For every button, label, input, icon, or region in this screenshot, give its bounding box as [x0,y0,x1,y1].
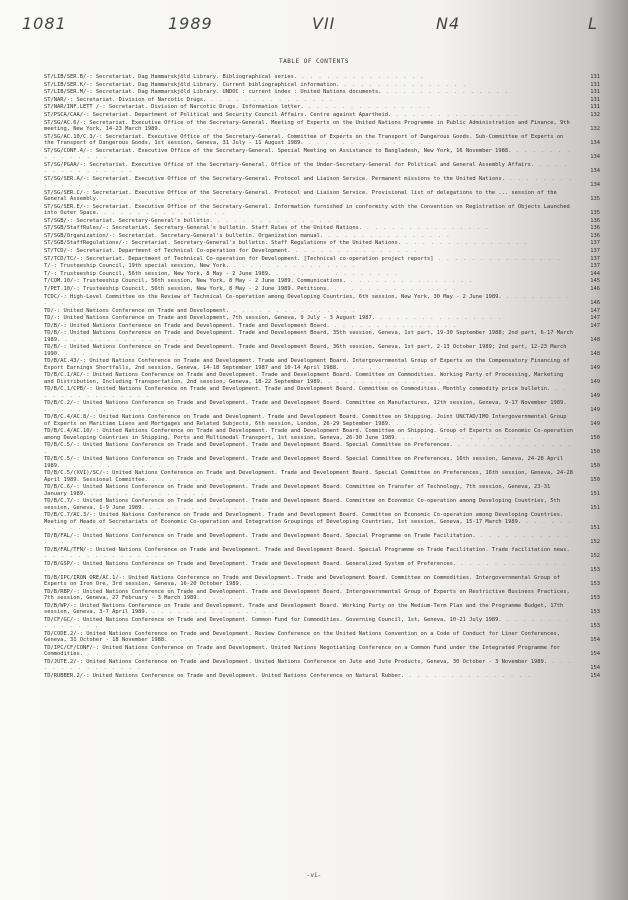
leader-dots: . . . . . . . . . . . . . . . [44,518,573,532]
leader-dots: . . . . . . . . . . . . . . . [329,322,457,329]
leader-dots: . . . . . . . . . . . . . . . [339,81,467,88]
leader-dots: . . . . . . . . . . . . . . . [44,442,572,455]
leader-dots: . . . . . . . . . . . . . . . [323,232,451,239]
entry-title: ST/SG/AC.10/C.3/-: Secretariat. Executive Office of the Secretary-General. Committee of Experts on the Transport of Dangerous Goods. Sub-Committee of Experts on the Transport of Dangerous Goods, 1st session, Geneva, 31 July - 11 August 1989. [44,133,564,146]
entry-page-number: 137 [590,240,600,247]
leader-dots: . . . . . . . . . . . . . . . [160,125,289,132]
entry-page-number: 149 [590,406,600,413]
entry-page-number: 149 [590,378,600,385]
entry-page-number: 136 [590,225,600,232]
contents-entry [44,82,604,88]
entry-title: T/-: Trusteeship Council, 19th special session, New York. [44,263,229,270]
entry-title: TD/CF/GC/-: United Nations Conference on Trade and Development. Common Fund for Commodities. Governing Council, 1st, Geneva, 10-21 July 1989. [44,616,502,623]
entry-title: ST/PSCA/CAA/-: Secretariat. Department of Political and Security Council Affairs. Centre against Apartheid. [44,111,392,118]
entry-page-number: 150 [590,434,600,441]
leader-dots: . . . . . . . . . . . . . . . [44,560,567,574]
contents-entry [44,428,604,441]
contents-entry [44,225,604,231]
entry-page-number: 135 [590,195,600,202]
entry-page-number: 131 [590,96,600,103]
leader-dots: . . . . . . . . . . . . . . . [290,247,419,254]
contents-entry [44,308,604,314]
entry-title: TD/B/C.4/AC.10/-: United Nations Conference on Trade and Development. Trade and Development Board. Committee on Shipping. Group of Experts on Economic Co-operation among Developing Countries in Shipping, Ports and Multimodal Transport, 1st session, Geneva, 26-30 June 1989. [44,428,574,441]
entry-title: TD/B/C.7/-: United Nations Conference on Trade and Development. Trade and Development Board. Committee on Economic Co-operation among Developing Countries, 5th session, Geneva, 1-9 June 1989. [44,498,561,511]
entry-title: TD/RUBBER.2/-: United Nations Conference on Trade and Development. United Nations Conference on Natural Rubber. [44,672,405,679]
contents-entry [44,372,604,385]
entry-title: TD/B/IPC/IRON ORE/AC.1/-: United Nations Conference on Trade and Development. Trade and Development Board. Committee on Commodities. Intergovernmental Group of Experts on Iron Ore, 3rd session, Geneva, 16-20 October 1989. [44,574,561,588]
entry-title: TD/-: United Nations Conference on Trade and Development. [44,307,229,314]
entry-page-number: 147 [590,307,600,314]
leader-dots: . . . . . . . . . . . . . . . [375,315,503,322]
entry-page-number: 134 [590,139,600,146]
entry-page-number: 151 [590,490,600,497]
leader-dots: . . . . . . . . . . . . . . . [44,406,168,413]
leader-dots: . . . . . . . . . . . . . . . [433,255,561,262]
entry-page-number: 137 [590,255,600,262]
entry-page-number: 132 [590,111,600,118]
contents-entry [44,645,604,658]
contents-entry [44,673,604,679]
entry-page-number: 154 [590,651,600,658]
leader-dots: . . . . . . . . . . . . . . . [303,139,432,146]
leader-dots: . . . . . . . . . . . . . . . [44,175,573,188]
contents-entry [44,344,604,357]
contents-entry [44,134,604,147]
entry-page-number: 134 [590,181,600,188]
leader-dots: . . . . . . . . . . . . . . . [391,420,519,427]
contents-entry [44,112,604,118]
entry-page-number: 153 [590,581,600,588]
entry-page-number: 137 [590,247,600,254]
contents-entry [44,456,604,469]
entry-title: TD/B/C.7/AC.3/-: United Nations Conference on Trade and Development. Trade and Development Board. Committee on Economic Co-operation among Developing Countries. Meeting of Heads of Secretariats of Economic Co-operation and Integration Groupings of Developing Countries, 1st session, Geneva, 15-17 March 1989. [44,512,564,525]
entry-title: T/-: Trusteeship Council, 56th session, New York, 8 May - 2 June 1989. [44,270,272,277]
contents-entry [44,176,604,189]
entry-title: ST/SG/PGAA/-: Secretariat. Executive Office of the Secretary-General. Office of the Under-Secretary-General for Political and General Assembly Affairs. [44,161,535,168]
contents-entry [44,248,604,254]
entry-title: ST/LIB/SER.M/-: Secretariat. Dag Hammarskjöld Library. UNDOC : current index : United Nations documents. [44,89,382,96]
entry-title: TD/B/WP/-: United Nations Conference on Trade and Development. Trade and Development Board. Working Party on the Medium-Term Plan and the Programme Budget, 17th session, Geneva, 3-7 April 1989. [44,602,564,616]
entry-title: TD/B/-: United Nations Conference on Trade and Development. Trade and Development Board, 36th session, Geneva, 1st part, 2-13 October 1989; 2nd part, 12-23 March 1990. [44,344,567,357]
leader-dots: . . . . . . . . . . . . . . . [44,553,168,560]
entry-title: ST/LIB/SER.B/-: Secretariat. Dag Hammarskjöld Library. Bibliographical series. [44,74,298,80]
contents-entry [44,162,604,175]
entry-page-number: 150 [590,448,600,455]
entry-page-number: 148 [590,350,600,357]
leader-dots: . . . . . . . . . . . . . . . [44,293,570,306]
contents-entry [44,603,604,616]
entry-title: TD/B/RBP/-: United Nations Conference on Trade and Development. Trade and Development Board. Intergovernmental Group of Experts on Restrictive Business Practices, 7th session, Geneva, 27 February - 3 March 1989. [44,588,570,602]
contents-entry [44,547,604,560]
entry-title: ST/SGB/StaffRegulations/-: Secretariat. Secretary-General's bulletin. Staff Regulations of the United Nations. [44,240,401,247]
entry-title: ST/NAR/INF.LETT /-: Secretariat. Division of Narcotic Drugs. Information letter. [44,104,304,111]
leader-dots: . . . . . . . . . . . . . . . [297,74,425,80]
entry-title: ST/SGB/Organization/-: Secretariat. Secretary-General's bulletin. Organization manual. [44,232,324,239]
contents-entry [44,323,604,329]
entry-title: TD/B/C.5/(XVI)/SC/-: United Nations Conference on Trade and Development. Trade and Development Board. Special Committee on Preferences, 16th session, Geneva, 24-28 April 1989. Sessional Committee. [44,470,574,483]
entry-title: TD/B/AC.43/-: United Nations Conference on Trade and Development. Trade and Development Board. Intergovernmental Group of Experts on the Compensatory Financing of Export Earnings Shortfalls, 2nd session, Geneva, 14-18 September 1987 and 10-14 April 1988. [44,358,570,371]
entry-page-number: 149 [590,420,600,427]
contents-entry [44,278,604,284]
entry-title: TD/B/FAL/-: United Nations Conference on Trade and Development. Trade and Development Board. Special Programme on Trade Facilitation. [44,532,476,539]
contents-entry [44,498,604,511]
leader-dots: . . . . . . . . . . . . . . . [212,217,341,224]
contents-entry [44,617,604,630]
leader-dots: . . . . . . . . . . . . . . . [44,147,571,160]
leader-dots: . . . . . . . . . . . . . . . [44,616,570,630]
entry-page-number: 153 [590,623,600,630]
entry-page-number: 131 [590,74,600,80]
contents-entry [44,484,604,497]
contents-entry [44,120,604,133]
leader-dots: . . . . . . . . . . . . . . . [381,89,509,96]
entry-title: ST/SGB/StaffRules/-: Secretariat. Secretary-General's bulletin. Staff Rules of the United Nations. [44,225,363,232]
entry-page-number: 151 [590,525,600,532]
contents-entry [44,575,604,588]
entry-page-number: 149 [590,364,600,371]
contents-entry [44,204,604,217]
entry-page-number: 134 [590,153,600,160]
entry-page-number: 145 [590,278,600,285]
handwritten-volume: VII [312,14,336,33]
leader-dots: . . . . . . . . . . . . . . . [241,581,370,588]
contents-entry [44,414,604,427]
contents-entry [44,533,604,546]
contents-entry [44,400,604,413]
entry-title: TD/B/C.1/AC/-: United Nations Conference on Trade and Development. Trade and Development Board. Committee on Commodities. Working Party of Processing, Marketing and Distribution, Including Transportation, 2nd session, Geneva, 18-22 September 1989. [44,372,564,385]
contents-entry [44,190,604,203]
contents-entry [44,104,604,110]
leader-dots: . . . . . . . . . . . . . . . [60,350,188,357]
entry-page-number: 154 [590,665,600,672]
entry-title: ST/SGB/-: Secretariat. Secretary-General's bulletin. [44,217,213,224]
entry-page-number: 154 [590,672,600,679]
contents-entry [44,294,604,307]
contents-entry [44,358,604,371]
entry-page-number: 147 [590,322,600,329]
entry-title: ST/SG/SER.A/-: Secretariat. Executive Office of the Secretary-General. Protocol and Liaison Service. Permanent missions to the United Nations. [44,175,505,182]
leader-dots: . . . . . . . . . . . . . . . [147,609,276,616]
entry-page-number: 131 [590,89,600,96]
entry-title: T/PET.10/-: Trusteeship Council, 56th session, New York, 8 May - 2 June 1989. Petitions. [44,285,330,292]
entry-title: ST/SG/AC.6/-: Secretariat. Executive Office of the Secretary-General. Meeting of Experts on the United Nations Programme in Public Administration and Finance, 9th meeting, New York, 14-23 March 1989. [44,119,570,132]
entry-page-number: 153 [590,595,600,602]
entry-title: TD/IPC/CF/CONF/-: United Nations Conference on Trade and Development. United Nations Negotiating Conference on a Common Fund under the Integrated Programme for Commodities. [44,644,561,658]
entry-page-number: 152 [590,539,600,546]
entry-title: T/COM.10/-: Trusteeship Council, 56th session, New York, 8 May - 2 June 1989. Communications. [44,278,346,285]
entry-page-number: 131 [590,81,600,88]
contents-entry [44,386,604,399]
leader-dots: . . . . . . . . . . . . . . . [99,195,227,202]
entry-title: TD/B/C.5/-: United Nations Conference on Trade and Development. Trade and Development Board. Special Committee on Preferences. [44,442,453,449]
leader-dots: . . . . . . . . . . . . . . . [339,364,467,371]
entry-title: TCDC/-: High-Level Committee on the Review of Technical Co-operation among Developing Countries, 6th session, New York, 30 May - 2 June 1989. [44,293,502,300]
entry-title: TD/B/GSP/-: United Nations Conference on Trade and Development. Trade and Development Board. Generalized System of Preferences. [44,560,457,567]
entry-title: TD/JUTE.2/-: United Nations Conference on Trade and Development. United Nations Conference on Jute and Jute Products, Geneva, 30 October - 3 November 1989. [44,658,548,665]
entry-page-number: 153 [590,567,600,574]
entry-title: TD/B/C.1/CPB/-: United Nations Conference on Trade and Development. Trade and Development Board. Committee on Commodities. Monthly commodity price bulletin. [44,386,551,393]
contents-entry [44,589,604,602]
leader-dots: . . . . . . . . . . . . . . . [86,490,214,497]
entry-title: TD/CODE.2/-: United Nations Conference on Trade and Development. Review Conference on the United Nations Convention on a Code of Conduct for Liner Conferences, Geneva, 31 October - 18 November 1988. [44,630,561,644]
entry-title: TD/B/C.4/AC.8/-: United Nations Conference on Trade and Development. Trade and Development Board. Committee on Shipping. Joint UNCTAD/IMO Intergovernmental Group of Experts on Maritime Liens and Mortgages and Related Subjects, 6th session, London, 26-29 September 1989. [44,414,567,427]
entry-title: ST/NAR/-: Secretariat. Division of Narcotic Drugs. [44,96,207,103]
contents-list [44,74,604,680]
contents-entry [44,631,604,644]
entry-title: TD/B/C.2/-: United Nations Conference on Trade and Development. Trade and Development Board. Committee on Manufactures, 12th session, Geneva, 9-17 November 1989. [44,400,567,407]
entry-title: TD/B/FAL/TFN/-: United Nations Conference on Trade and Development. Trade and Development Board. Special Programme on Trade Facilitation. Trade facilitation news. [44,546,570,553]
leader-dots: . . . . . . . . . . . . . . . [147,476,276,483]
entry-page-number: 154 [590,637,600,644]
entry-page-number: 147 [590,315,600,322]
contents-entry [44,330,604,343]
leader-dots: . . . . . . . . . . . . . . . [229,307,357,314]
entry-page-number: 136 [590,217,600,224]
handwritten-catalog-number: 1081 [22,14,67,33]
entry-title: TD/B/C.6/-: United Nations Conference on Trade and Development. Trade and Development Board. Committee on Transfer of Technology, 7th session, Geneva, 23-31 January 1989. [44,484,551,497]
entry-page-number: 146 [590,285,600,292]
leader-dots: . . . . . . . . . . . . . . . [99,209,227,216]
contents-entry [44,74,604,80]
entry-page-number: 136 [590,232,600,239]
entry-title: TD/B/-: United Nations Conference on Trade and Development. Trade and Development Board, 35th session, Geneva, 1st part, 19-30 September 1988; 2nd part, 6-17 March 1989. [44,330,574,343]
entry-title: ST/TCD/-: Secretariat. Department of Technical Co-operation for Development. [44,247,291,254]
leader-dots: . . . . . . . . . . . . . . . [82,651,211,658]
contents-entry [44,512,604,531]
leader-dots: . . . . . . . . . . . . . . . [206,96,334,103]
entry-title: TD/B/C.5/-: United Nations Conference on Trade and Development. Trade and Development Board. Special Committee on Preferences, 16th session, Geneva, 24-28 April 1989. [44,456,564,469]
contents-entry [44,286,604,292]
leader-dots: . . . . . . . . . . . . . . . [167,637,295,644]
entry-title: ST/LIB/SER.K/-: Secretariat. Dag Hammarskjöld Library. Current bibliographical information. [44,81,340,88]
contents-entry [44,233,604,239]
contents-entry [44,659,604,672]
contents-entry [44,442,604,455]
leader-dots: . . . . . . . . . . . . . . . [345,278,474,285]
page-title: TABLE OF CONTENTS [279,58,349,65]
entry-page-number: 150 [590,476,600,483]
leader-dots: . . . . . . . . . . . . . . . [404,672,532,679]
entry-page-number: 132 [590,125,600,132]
leader-dots: . . . . . . . . . . . . . . . [397,434,526,441]
leader-dots: . . . . . . . . . . . . . . . [60,336,188,343]
contents-entry [44,315,604,321]
leader-dots: . . . . . . . . . . . . . . . [60,462,188,469]
entry-page-number: 131 [590,104,600,111]
leader-dots: . . . . . . . . . . . . . . . [44,532,570,546]
entry-title: TD/B/-: United Nations Conference on Trade and Development. Trade and Development Board. [44,322,330,329]
contents-entry [44,470,604,483]
entry-page-number: 144 [590,270,600,277]
contents-entry [44,263,604,269]
handwritten-mark: L [588,14,598,33]
handwritten-number: N4 [436,14,461,33]
contents-entry [44,218,604,224]
leader-dots: . . . . . . . . . . . . . . . [44,386,568,399]
entry-page-number: 135 [590,209,600,216]
contents-entry [44,240,604,246]
leader-dots: . . . . . . . . . . . . . . . [271,270,399,277]
entry-page-number: 146 [590,299,600,306]
entry-title: ST/TCD/TC/-: Secretariat. Department of Technical Co-operation for Development. [Technical co-operation project reports] [44,255,434,262]
entry-page-number: 148 [590,336,600,343]
leader-dots: . . . . . . . . . . . . . . . [144,504,272,511]
leader-dots: . . . . . . . . . . . . . . . [362,225,490,232]
entry-page-number: 134 [590,167,600,174]
leader-dots: . . . . . . . . . . . . . . . [44,658,573,672]
entry-page-number: 153 [590,609,600,616]
entry-title: TD/-: United Nations Conference on Trade and Development, 7th session, Geneva, 9 July - 3 August 1987. [44,315,376,322]
contents-entry [44,148,604,161]
entry-page-number: 151 [590,504,600,511]
entry-title: ST/SG/SER.E/-: Secretariat. Executive Office of the Secretary-General. Information furnished in conformity with the Convention on Registration of Objects Launched into Outer Space. [44,203,570,216]
contents-entry [44,561,604,574]
contents-entry [44,97,604,103]
entry-title: ST/SG/CONF.4/-: Secretariat. Executive Office of the Secretary-General. Special Meeting on Assistance to Bangladesh, New York, 16 November 1988. [44,147,512,154]
contents-entry [44,89,604,95]
leader-dots: . . . . . . . . . . . . . . . [323,378,451,385]
leader-dots: . . . . . . . . . . . . . . . [391,111,519,118]
handwritten-year: 1989 [168,14,213,33]
entry-page-number: 150 [590,462,600,469]
leader-dots: . . . . . . . . . . . . . . . [199,595,328,602]
contents-entry [44,271,604,277]
leader-dots: . . . . . . . . . . . . . . . [401,240,529,247]
leader-dots: . . . . . . . . . . . . . . . [44,161,569,174]
entry-title: ST/SG/SER.C/-: Secretariat. Executive Office of the Secretary-General. Protocol and Liaison Service. Provisional list of delegations to the ... session of the General Assembly. [44,189,557,202]
entry-page-number: 149 [590,392,600,399]
leader-dots: . . . . . . . . . . . . . . . [229,263,357,270]
leader-dots: . . . . . . . . . . . . . . . [329,285,457,292]
leader-dots: . . . . . . . . . . . . . . . [303,104,432,111]
entry-page-number: 137 [590,263,600,270]
entry-page-number: 152 [590,553,600,560]
page-number: -vi- [306,872,322,879]
contents-entry [44,256,604,262]
